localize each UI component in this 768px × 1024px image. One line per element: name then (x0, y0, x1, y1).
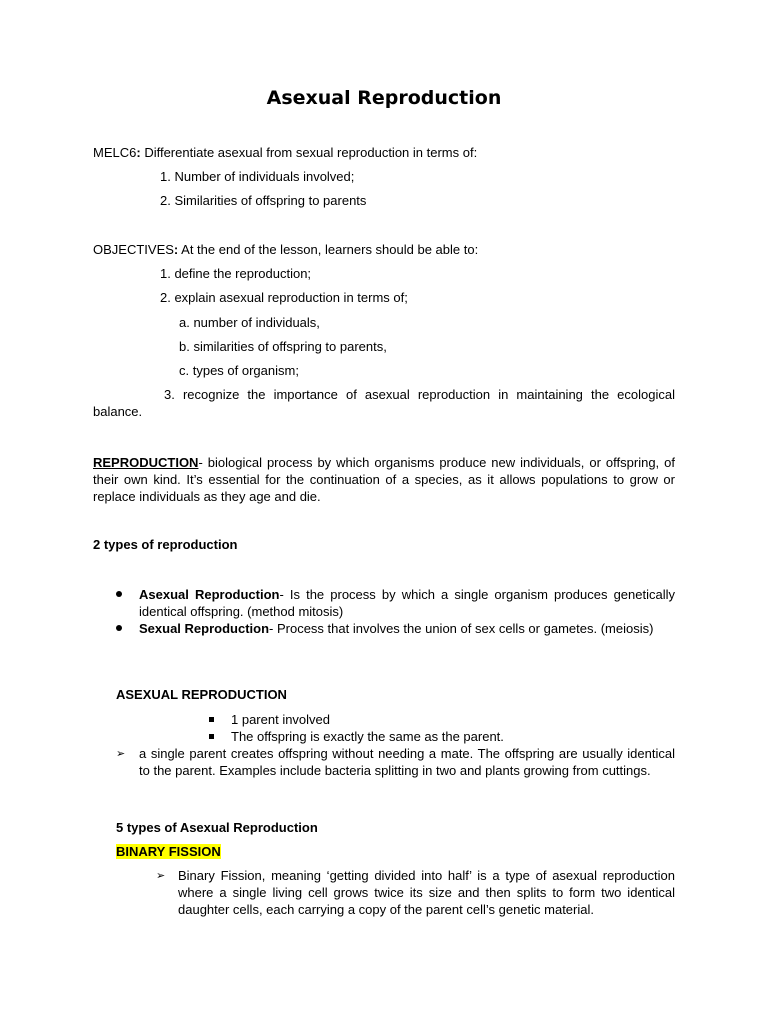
reproduction-term: REPRODUCTION (93, 455, 199, 470)
melc-line (93, 144, 693, 161)
bullet-dot-icon (116, 591, 122, 597)
bullet-dot-icon (116, 625, 122, 631)
objectives-label: OBJECTIVES (93, 242, 174, 257)
melc-text: Differentiate asexual from sexual reproduction in terms of: (140, 145, 478, 160)
melc-item-2: 2. Similarities of offspring to parents (160, 193, 367, 208)
arrow-bullet-icon: ➢ (156, 869, 166, 882)
binary-fission-text: Binary Fission, meaning ‘getting divided into half’ is a type of asexual reproduction where a single living cell grows twice its size and then splits to form two identical daughter cells, each carrying a copy of the parent cell’s genetic material. (178, 868, 675, 917)
square-bullet-icon (209, 734, 214, 739)
objective-subitem-c: c. types of organism; (179, 363, 299, 378)
objectives-line (93, 241, 693, 258)
reproduction-definition (93, 454, 675, 505)
objective-item-3: 3. recognize the importance of asexual reproduction in maintaining the ecological balance. (93, 387, 675, 419)
objective-item-2: 2. explain asexual reproduction in terms of; (160, 290, 408, 305)
type-asexual-term: Asexual Reproduction (139, 587, 280, 602)
objectives-colon: : (173, 242, 179, 257)
asexual-point-1: 1 parent involved (231, 712, 331, 727)
type-asexual-text: - Is the process by which a single organism produces genetically identical offspring. (method mitosis) (139, 587, 675, 619)
five-types-heading: 5 types of Asexual Reproduction (116, 820, 318, 835)
type-sexual (139, 620, 675, 637)
square-bullet-icon (209, 717, 214, 722)
objective-subitem-b: b. similarities of offspring to parents, (179, 339, 387, 354)
binary-fission-heading: BINARY FISSION (116, 844, 221, 859)
type-asexual (139, 586, 675, 620)
melc-colon: : (136, 145, 141, 160)
objective-subitem-a: a. number of individuals, (179, 315, 320, 330)
objectives-text: At the end of the lesson, learners should be able to: (178, 242, 479, 257)
binary-fission-heading-wrap (116, 843, 221, 860)
asexual-point-2: The offspring is exactly the same as the parent. (231, 729, 504, 744)
asexual-description: a single parent creates offspring without needing a mate. The offspring are usually identical to the parent. Examples include bacteria splitting in two and plants growing from cuttings. (139, 746, 675, 778)
reproduction-def: - biological process by which organisms produce new individuals, or offspring, of their own kind. It’s essential for the continuation of a species, as it allows populations to grow or replace individuals as they age and die. (93, 455, 675, 504)
type-sexual-term: Sexual Reproduction (139, 621, 270, 636)
melc-item-1: 1. Number of individuals involved; (160, 169, 355, 184)
type-sexual-text: - Process that involves the union of sex cells or gametes. (meiosis) (269, 621, 654, 636)
types-heading: 2 types of reproduction (93, 537, 238, 552)
melc-label: MELC6 (93, 145, 137, 160)
objective-item-1: 1. define the reproduction; (160, 266, 312, 281)
arrow-bullet-icon: ➢ (116, 747, 126, 760)
asexual-heading: ASEXUAL REPRODUCTION (116, 687, 287, 702)
document-title: Asexual Reproduction (266, 87, 502, 109)
